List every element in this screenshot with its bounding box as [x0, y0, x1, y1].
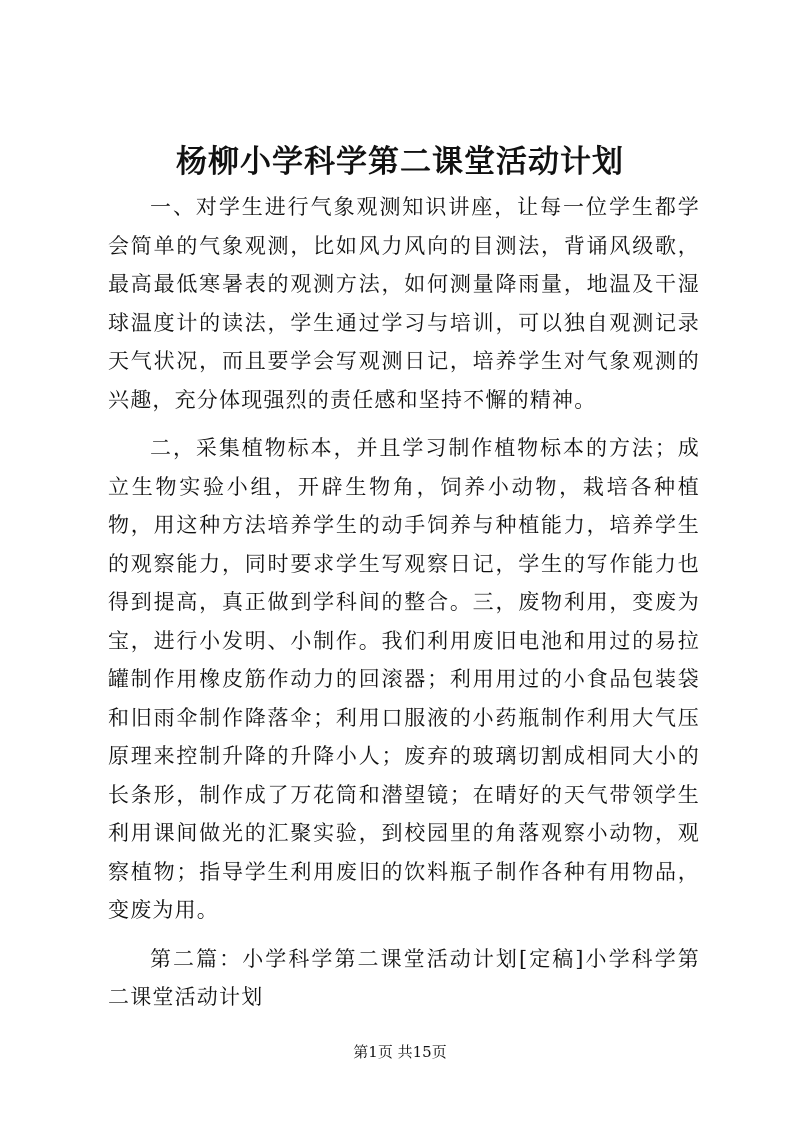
document-body	[108, 188, 700, 1017]
paragraph-1: 一、对学生进行气象观测知识讲座，让每一位学生都学会简单的气象观测，比如风力风向的目测法，背诵风级歌，最高最低寒暑表的观测方法，如何测量降雨量，地温及干湿球温度计的读法，学生通过学习与培训，可以独自观测记录天气状况，而且要学会写观测日记，培养学生对气象观测的兴趣，充分体现强烈的责任感和坚持不懈的精神。	[108, 195, 700, 412]
document-title: 杨柳小学科学第二课堂活动计划	[176, 144, 624, 180]
paragraph-2: 二，采集植物标本，并且学习制作植物标本的方法；成立生物实验小组，开辟生物角，饲养小动物，栽培各种植物，用这种方法培养学生的动手饲养与种植能力，培养学生的观察能力，同时要求学生写观察日记，学生的写作能力也得到提高，真正做到学科间的整合。三，废物利用，变废为宝，进行小发明、小制作。我们利用废旧电池和用过的易拉罐制作用橡皮筋作动力的回滚器；利用用过的小食品包装袋和旧雨伞制作降落伞；利用口服液的小药瓶制作利用大气压原理来控制升降的升降小人；废弃的玻璃切割成相同大小的长条形，制作成了万花筒和潜望镜；在晴好的天气带领学生利用课间做光的汇聚实验，到校园里的角落观察小动物，观察植物；指导学生利用废旧的饮料瓶子制作各种有用物品，变废为用。	[108, 436, 700, 922]
page-footer: 第1页 共15页	[353, 1043, 447, 1061]
paragraph-3: 第二篇：小学科学第二课堂活动计划[定稿]小学科学第二课堂活动计划	[108, 946, 700, 1009]
